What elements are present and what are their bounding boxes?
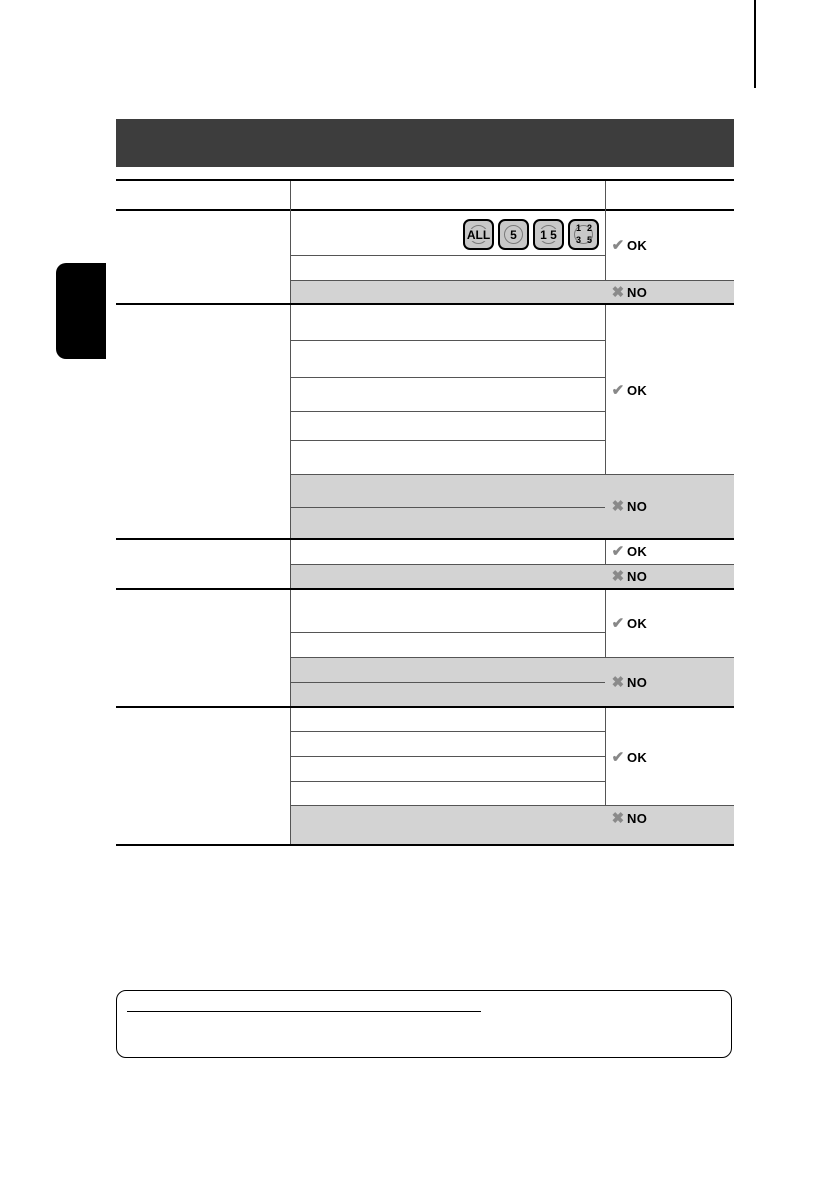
row-rule xyxy=(291,805,734,806)
table-header-rule xyxy=(116,209,734,211)
status-ok: ✔ OK xyxy=(611,749,648,766)
row-rule xyxy=(291,632,605,633)
check-icon: ✔ xyxy=(611,543,625,560)
check-icon: ✔ xyxy=(611,615,625,632)
row-rule xyxy=(291,564,734,565)
group-rule xyxy=(116,706,734,708)
cross-icon: ✖ xyxy=(611,810,625,827)
status-no: ✖ NO xyxy=(611,284,648,301)
not-supported-row xyxy=(291,564,734,588)
group-rule xyxy=(116,303,734,305)
status-ok: ✔ OK xyxy=(611,237,648,254)
cross-icon: ✖ xyxy=(611,498,625,515)
row-rule xyxy=(291,781,605,782)
cross-icon: ✖ xyxy=(611,674,625,691)
note-underline xyxy=(127,1011,481,1012)
table-top-rule xyxy=(116,179,734,181)
row-rule xyxy=(291,255,605,256)
row-rule xyxy=(291,682,605,683)
check-icon: ✔ xyxy=(611,237,625,254)
status-ok: ✔ OK xyxy=(611,543,648,560)
note-box xyxy=(116,990,732,1058)
region-1-2-3-5-icon: 1 2 3 5 xyxy=(568,219,599,250)
table-bottom-rule xyxy=(116,844,734,846)
row-rule xyxy=(291,507,605,508)
cross-icon: ✖ xyxy=(611,568,625,585)
page-edge-line xyxy=(754,0,756,88)
row-rule xyxy=(291,657,734,658)
row-rule xyxy=(291,377,605,378)
check-icon: ✔ xyxy=(611,749,625,766)
check-icon: ✔ xyxy=(611,382,625,399)
region-code-icons xyxy=(463,219,599,250)
status-no: ✖ NO xyxy=(611,568,648,585)
group-rule xyxy=(116,538,734,540)
table-title-bar xyxy=(116,119,734,167)
not-supported-row xyxy=(291,280,734,303)
status-ok: ✔ OK xyxy=(611,615,648,632)
row-rule xyxy=(291,411,605,412)
status-no: ✖ NO xyxy=(611,810,648,827)
row-rule xyxy=(291,280,734,281)
row-rule xyxy=(291,756,605,757)
status-no: ✖ NO xyxy=(611,498,648,515)
region-1-5-icon: 1 5 xyxy=(533,219,564,250)
region-all-icon: ALL xyxy=(463,219,494,250)
status-ok: ✔ OK xyxy=(611,382,648,399)
row-rule xyxy=(291,474,734,475)
not-supported-row xyxy=(291,474,734,538)
row-rule xyxy=(291,340,605,341)
row-rule xyxy=(291,440,605,441)
group-rule xyxy=(116,588,734,590)
language-side-tab xyxy=(56,263,106,359)
region-5-icon: 5 xyxy=(498,219,529,250)
not-supported-row xyxy=(291,806,734,844)
cross-icon: ✖ xyxy=(611,284,625,301)
status-no: ✖ NO xyxy=(611,674,648,691)
row-rule xyxy=(291,731,605,732)
